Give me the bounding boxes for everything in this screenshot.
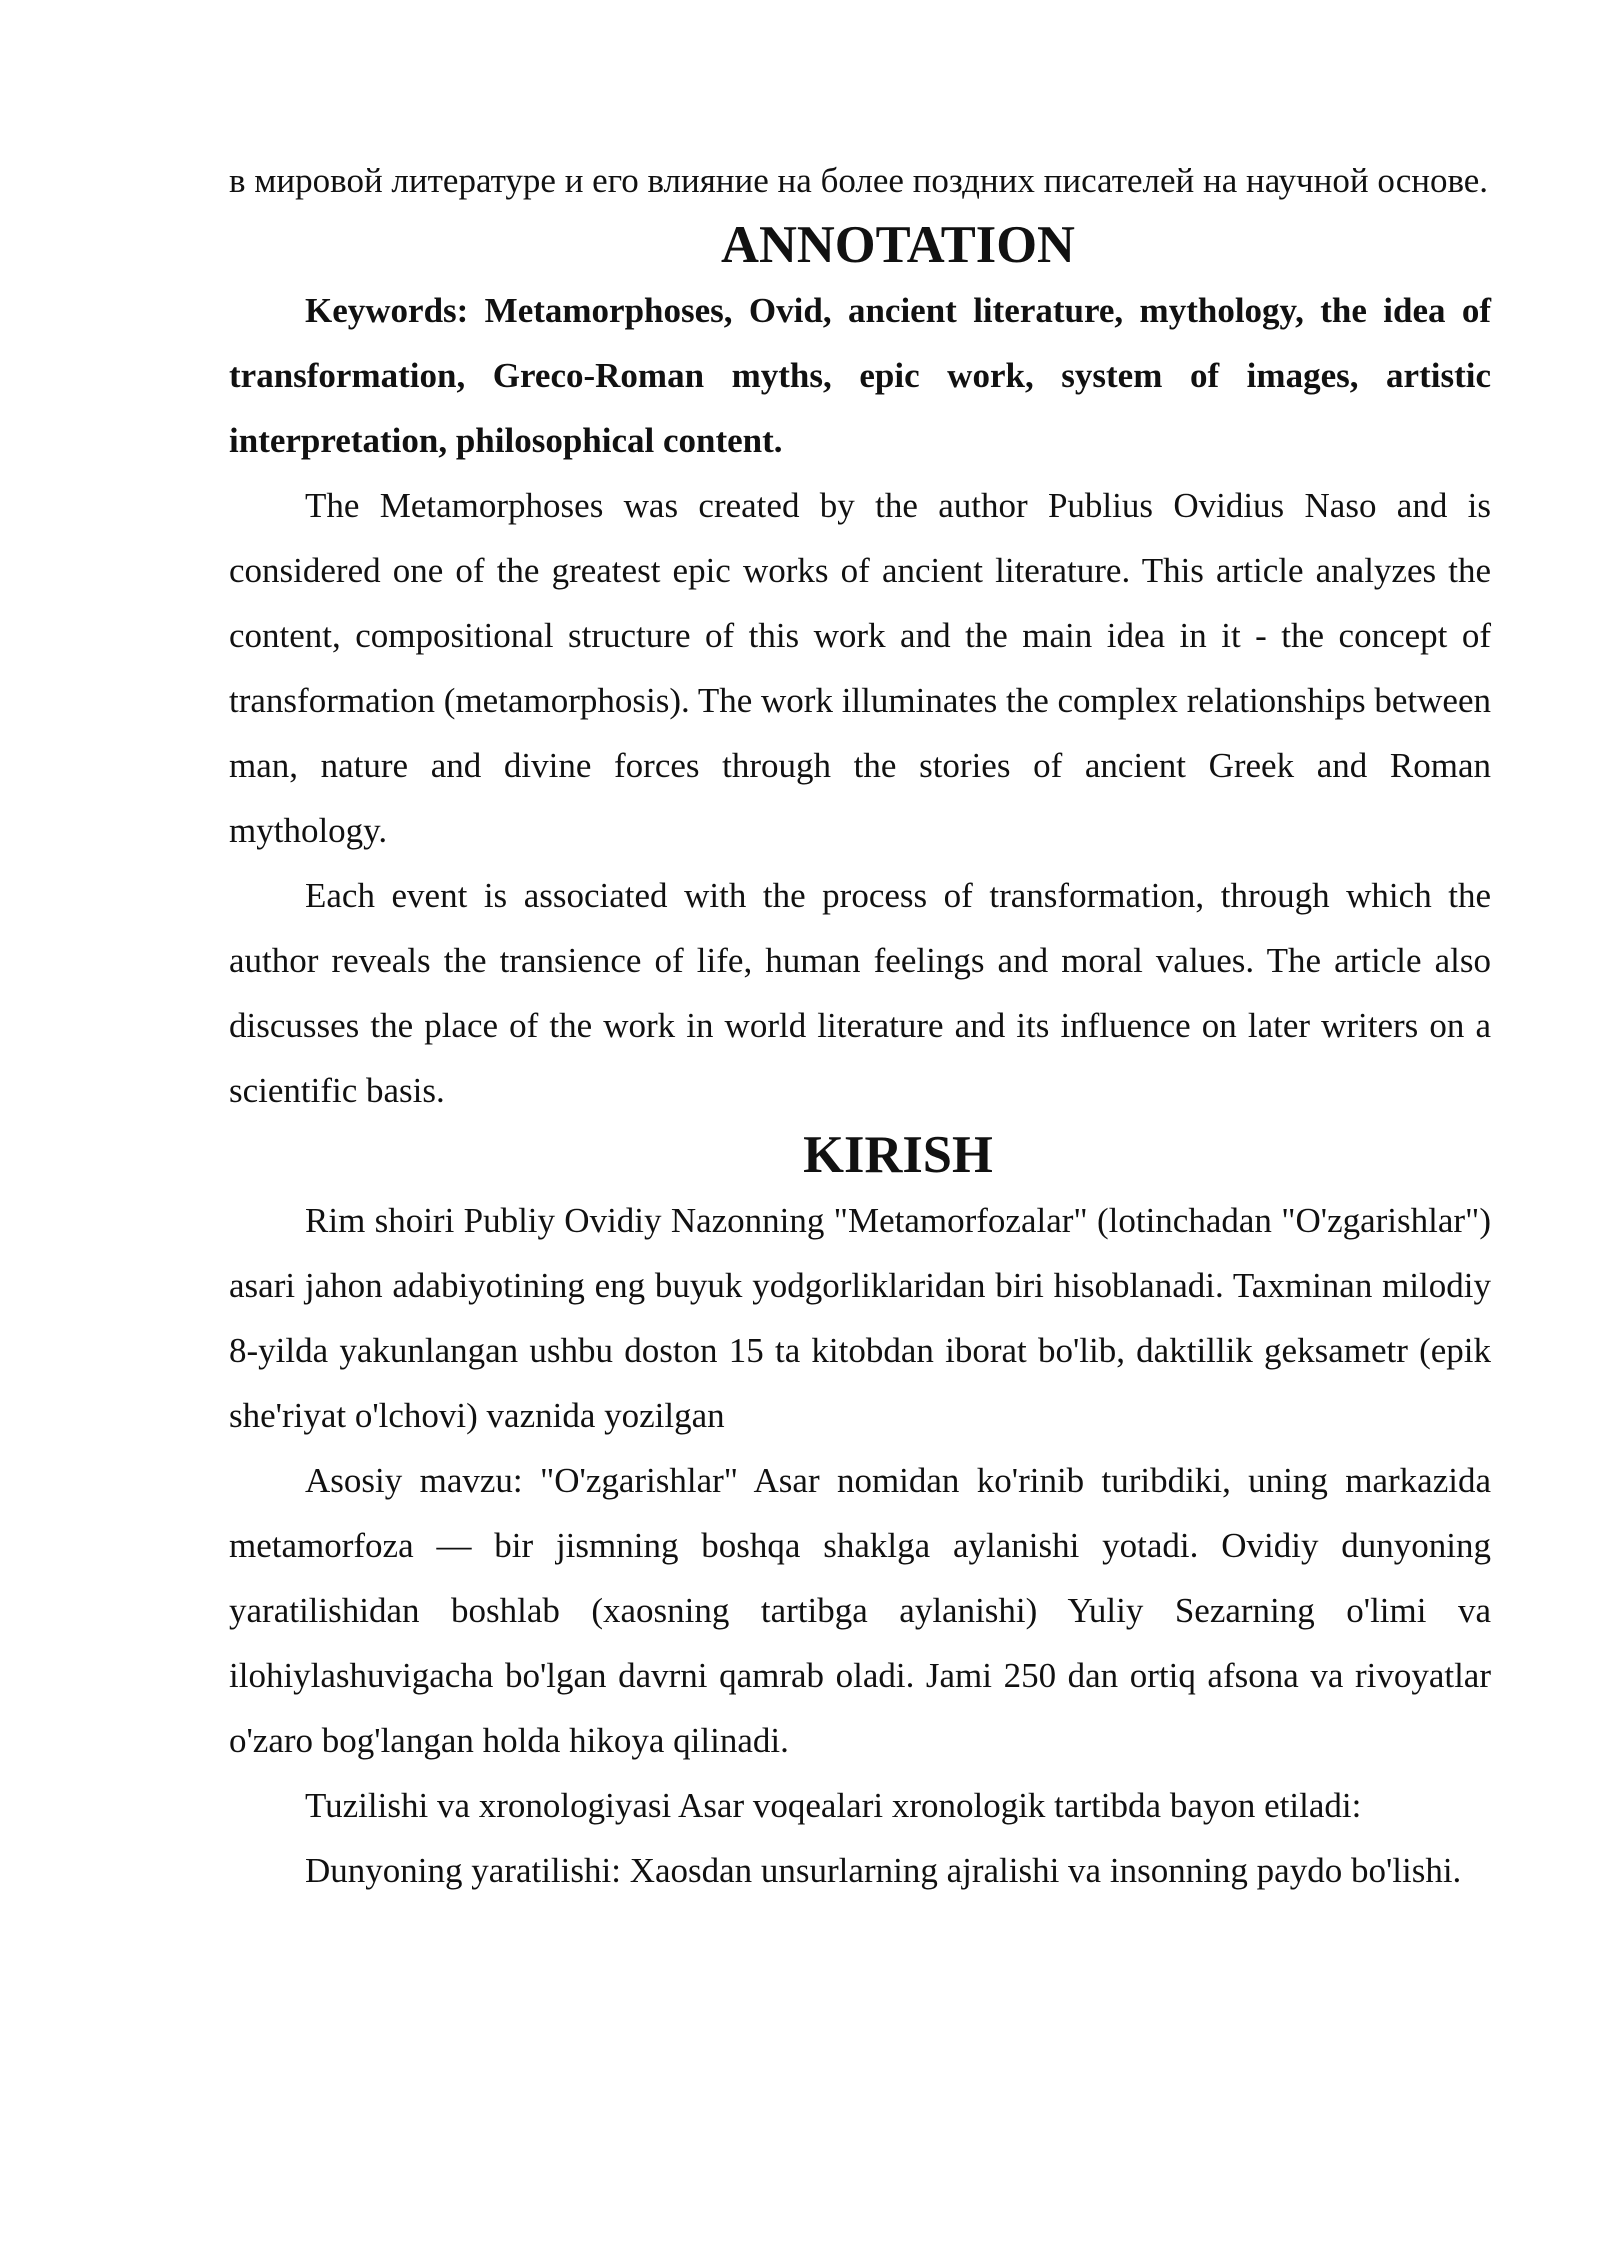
kirish-paragraph: Asosiy mavzu: "O'zgarishlar" Asar nomidan ko'rinib turibdiki, uning markazida metamorfoza — bir jismning boshqa shaklga aylanishi yotadi. Ovidiy dunyoning yaratilishidan boshlab (xaosning tartibga aylanishi) Yuliy Sezarning o'limi va ilohiylashuvigacha bo'lgan davrni qamrab oladi. Jami 250 dan ortiq afsona va rivoyatlar o'zaro bog'langan holda hikoya qilinadi. bbox=[229, 1461, 1491, 1760]
annotation-paragraph: Each event is associated with the process of transformation, through which the author reveals the transience of life, human feelings and moral values. The article also discusses the place of the work in world literature and its influence on later writers on a scientific basis. bbox=[229, 876, 1491, 1110]
document-page bbox=[229, 148, 1491, 1903]
kirish-paragraph: Dunyoning yaratilishi: Xaosdan unsurlarning ajralishi va insonning paydo bo'lishi. bbox=[305, 1851, 1462, 1890]
kirish-paragraph: Rim shoiri Publiy Ovidiy Nazonning "Metamorfozalar" (lotinchadan "O'zgarishlar") asari jahon adabiyotining eng buyuk yodgorliklaridan biri hisoblanadi. Taxminan milodiy 8-yilda yakunlangan ushbu doston 15 ta kitobdan iborat bo'lib, daktillik geksametr (epik she'riyat o'lchovi) vaznida yozilgan bbox=[229, 1201, 1491, 1435]
continuation-paragraph: в мировой литературе и его влияние на более поздних писателей на научной основе. bbox=[229, 161, 1489, 200]
keywords-paragraph: Keywords: Metamorphoses, Ovid, ancient literature, mythology, the idea of transformation, Greco-Roman myths, epic work, system of images, artistic interpretation, philosophical content. bbox=[229, 291, 1491, 460]
kirish-heading: KIRISH bbox=[803, 1126, 993, 1184]
kirish-paragraph: Tuzilishi va xronologiyasi Asar voqealari xronologik tartibda bayon etiladi: bbox=[305, 1786, 1362, 1825]
annotation-heading: ANNOTATION bbox=[721, 216, 1075, 274]
annotation-paragraph: The Metamorphoses was created by the author Publius Ovidius Naso and is considered one of the greatest epic works of ancient literature. This article analyzes the content, compositional structure of this work and the main idea in it - the concept of transformation (metamorphosis). The work illuminates the complex relationships between man, nature and divine forces through the stories of ancient Greek and Roman mythology. bbox=[229, 486, 1491, 850]
